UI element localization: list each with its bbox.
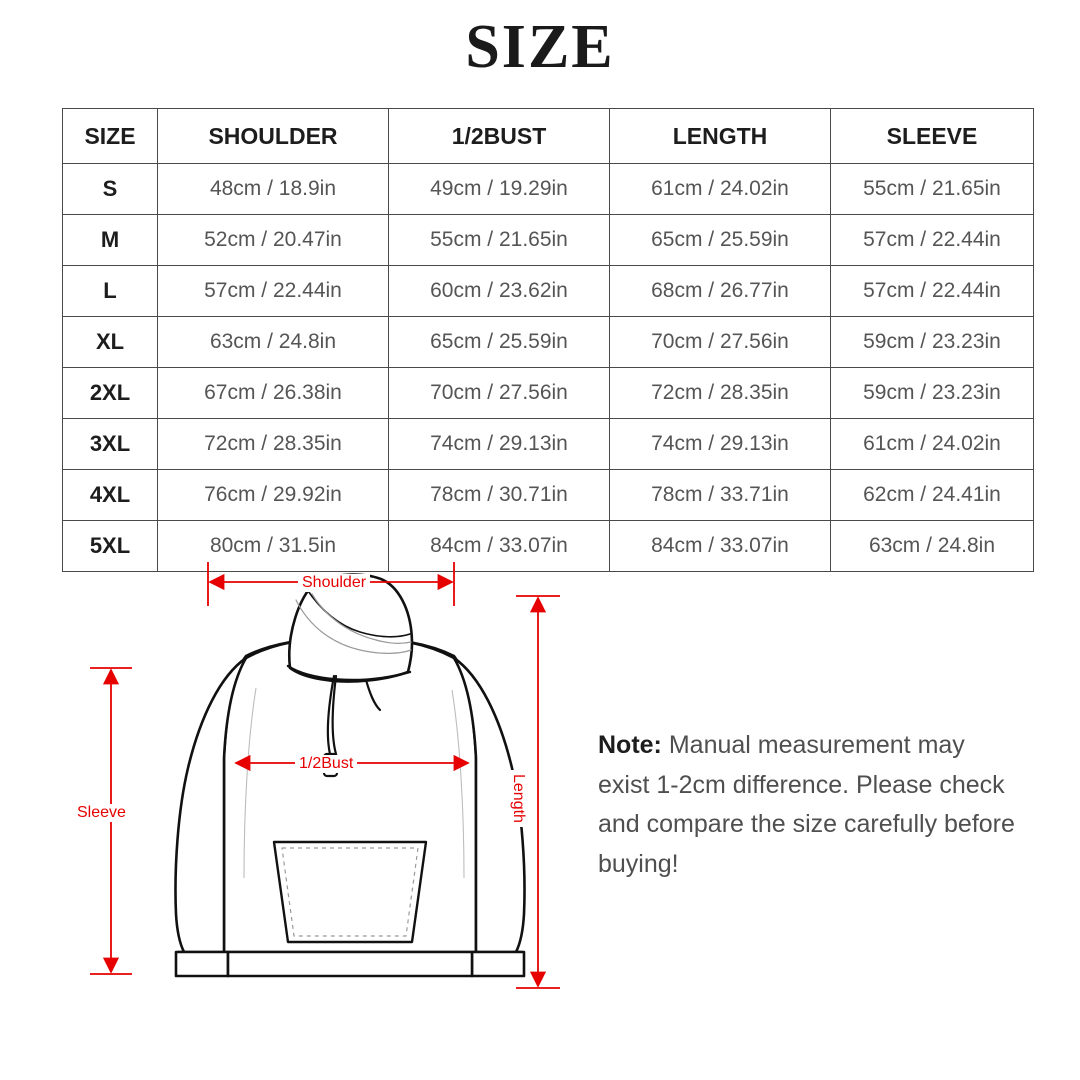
cell-length: 78cm / 33.71in [610, 470, 831, 521]
cell-sleeve: 59cm / 23.23in [831, 368, 1034, 419]
cell-sleeve: 63cm / 24.8in [831, 521, 1034, 572]
cell-shoulder: 57cm / 22.44in [158, 266, 389, 317]
column-header-sleeve: SLEEVE [831, 109, 1034, 164]
cell-bust: 70cm / 27.56in [389, 368, 610, 419]
note-prefix: Note: [598, 731, 662, 759]
cell-length: 68cm / 26.77in [610, 266, 831, 317]
cell-shoulder: 48cm / 18.9in [158, 164, 389, 215]
cell-sleeve: 62cm / 24.41in [831, 470, 1034, 521]
cell-bust: 49cm / 19.29in [389, 164, 610, 215]
cell-bust: 78cm / 30.71in [389, 470, 610, 521]
column-header-size: SIZE [63, 109, 158, 164]
cell-bust: 65cm / 25.59in [389, 317, 610, 368]
cell-shoulder: 80cm / 31.5in [158, 521, 389, 572]
cell-bust: 74cm / 29.13in [389, 419, 610, 470]
cell-size: L [63, 266, 158, 317]
cell-size: XL [63, 317, 158, 368]
table-row [63, 215, 1034, 266]
cell-sleeve: 57cm / 22.44in [831, 215, 1034, 266]
cell-shoulder: 67cm / 26.38in [158, 368, 389, 419]
cell-shoulder: 76cm / 29.92in [158, 470, 389, 521]
cell-length: 72cm / 28.35in [610, 368, 831, 419]
cell-sleeve: 57cm / 22.44in [831, 266, 1034, 317]
dimension-label-sleeve: Sleeve [73, 804, 130, 822]
cell-length: 61cm / 24.02in [610, 164, 831, 215]
column-header-bust: 1/2BUST [389, 109, 610, 164]
cell-size: 3XL [63, 419, 158, 470]
dimension-label-bust: 1/2Bust [295, 755, 357, 773]
size-table [62, 108, 1034, 572]
table-row [63, 419, 1034, 470]
cell-bust: 55cm / 21.65in [389, 215, 610, 266]
cell-shoulder: 63cm / 24.8in [158, 317, 389, 368]
cell-shoulder: 52cm / 20.47in [158, 215, 389, 266]
note-text: Manual measurement may exist 1-2cm difference. Please check and compare the size carefully before buying! [598, 731, 1015, 878]
cell-length: 70cm / 27.56in [610, 317, 831, 368]
table-row [63, 368, 1034, 419]
cell-size: 4XL [63, 470, 158, 521]
note-block [598, 726, 1018, 884]
cell-shoulder: 72cm / 28.35in [158, 419, 389, 470]
dimension-label-length: Length [509, 770, 527, 827]
cell-length: 65cm / 25.59in [610, 215, 831, 266]
cell-size: 2XL [63, 368, 158, 419]
column-header-length: LENGTH [610, 109, 831, 164]
table-header-row [63, 109, 1034, 164]
table-row [63, 266, 1034, 317]
table-row [63, 164, 1034, 215]
cell-length: 84cm / 33.07in [610, 521, 831, 572]
cell-bust: 84cm / 33.07in [389, 521, 610, 572]
cell-sleeve: 61cm / 24.02in [831, 419, 1034, 470]
table-row [63, 470, 1034, 521]
cell-length: 74cm / 29.13in [610, 419, 831, 470]
cell-size: 5XL [63, 521, 158, 572]
cell-size: S [63, 164, 158, 215]
table-row [63, 317, 1034, 368]
dimension-label-shoulder: Shoulder [298, 574, 370, 592]
garment-measurement-diagram [60, 548, 600, 1038]
page-title: SIZE [465, 13, 615, 81]
column-header-shoulder: SHOULDER [158, 109, 389, 164]
cell-bust: 60cm / 23.62in [389, 266, 610, 317]
cell-size: M [63, 215, 158, 266]
cell-sleeve: 55cm / 21.65in [831, 164, 1034, 215]
cell-sleeve: 59cm / 23.23in [831, 317, 1034, 368]
